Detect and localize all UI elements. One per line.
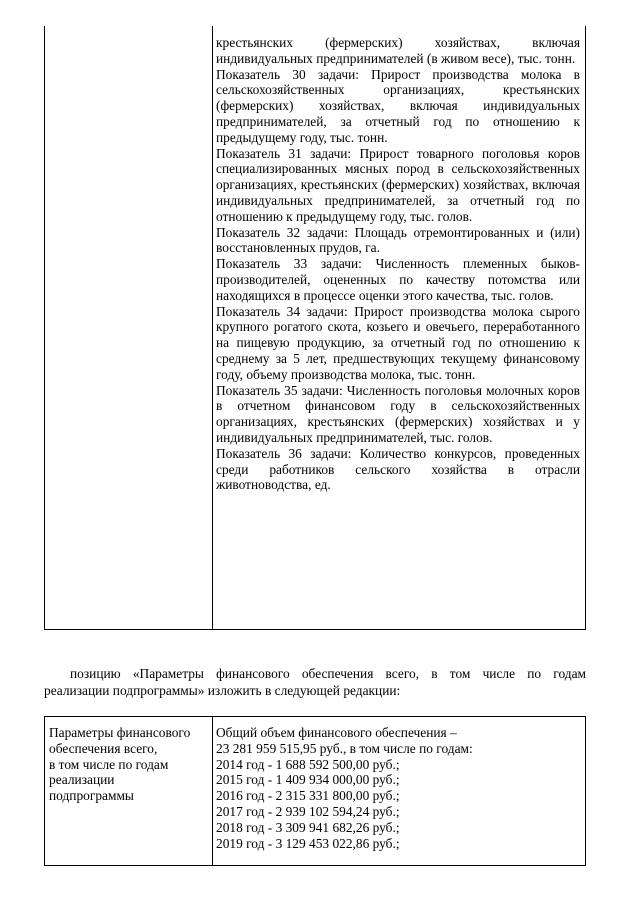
- finance-total-line: Общий объем финансового обеспечения –: [216, 725, 457, 740]
- finance-year-2016: 2016 год - 2 315 331 800,00 руб.;: [216, 788, 400, 804]
- finance-label-line: реализации: [49, 772, 115, 788]
- indicator-30: Показатель 30 задачи: Прирост производства молока в сельскохозяйственных организациях, крестьянских (фермерских) хозяйствах, включая индивидуальных предпринимателей, за отчетный год по отношению к предыдущему году, тыс. тонн.: [216, 66, 580, 145]
- column-divider: [212, 26, 213, 629]
- indicator-36: Показатель 36 задачи: Количество конкурсов, проведенных среди работников сельского хозяйства в отрасли животноводства, ед.: [216, 445, 580, 493]
- finance-year-2019: 2019 год - 3 129 453 022,86 руб.;: [216, 835, 400, 851]
- instruction-paragraph: [44, 665, 586, 699]
- finance-table: [44, 716, 586, 866]
- instruction-line-1: позицию «Параметры финансового обеспечения всего, в том числе по годам: [70, 666, 586, 681]
- finance-year-2017: 2017 год - 2 939 102 594,24 руб.;: [216, 803, 400, 819]
- finance-year-2014: 2014 год - 1 688 592 500,00 руб.;: [216, 756, 400, 772]
- indicator-continuation: крестьянских (фермерских) хозяйствах, включая индивидуальных предпринимателей (в живом весе), тыс. тонн.: [216, 35, 580, 66]
- indicator-33: Показатель 33 задачи: Численность племенных быков-производителей, оцененных по качеству потомства или находящихся в процессе оценки этого качества, тыс. голов.: [216, 256, 580, 303]
- finance-label-line: обеспечения всего,: [49, 740, 158, 756]
- finance-label-line: подпрограммы: [49, 788, 134, 804]
- indicator-31: Показатель 31 задачи: Прирост товарного поголовья коров специализированных мясных пород в сельскохозяйственных организациях, крестьянских (фермерских) хозяйствах, включая индивидуальных предпринимателей, за отчетный год по отношению к предыдущему году, тыс. голов.: [216, 145, 580, 224]
- indicator-32: Показатель 32 задачи: Площадь отремонтированных и (или) восстановленных прудов, га.: [216, 224, 580, 256]
- finance-label-line: в том числе по годам: [49, 756, 169, 772]
- finance-label-cell: [49, 725, 209, 804]
- finance-value-cell: [216, 725, 580, 851]
- indicators-table: [44, 26, 586, 630]
- indicators-table-right-cell: [216, 35, 580, 493]
- indicator-35: Показатель 35 задачи: Численность поголовья молочных коров в отчетном финансовом году в сельскохозяйственных организациях, крестьянских (фермерских) хозяйствах и у индивидуальных предпринимателей, тыс. голов.: [216, 382, 580, 445]
- finance-year-2015: 2015 год - 1 409 934 000,00 руб.;: [216, 772, 400, 788]
- finance-total-line: 23 281 959 515,95 руб., в том числе по годам:: [216, 740, 473, 756]
- finance-year-2018: 2018 год - 3 309 941 682,26 руб.;: [216, 819, 400, 835]
- finance-label-line: Параметры финансового: [49, 725, 191, 740]
- column-divider: [212, 717, 213, 865]
- indicator-34: Показатель 34 задачи: Прирост производства молока сырого крупного рогатого скота, козьего и овечьего, переработанного на пищевую продукцию, за отчетный год по отношению к среднему за 5 лет, предшествующих текущему финансовому году, объему производства молока, тыс. тонн.: [216, 303, 580, 382]
- indicators-table-left-cell: [45, 26, 212, 629]
- instruction-line-2: реализации подпрограммы» изложить в следующей редакции:: [44, 683, 401, 698]
